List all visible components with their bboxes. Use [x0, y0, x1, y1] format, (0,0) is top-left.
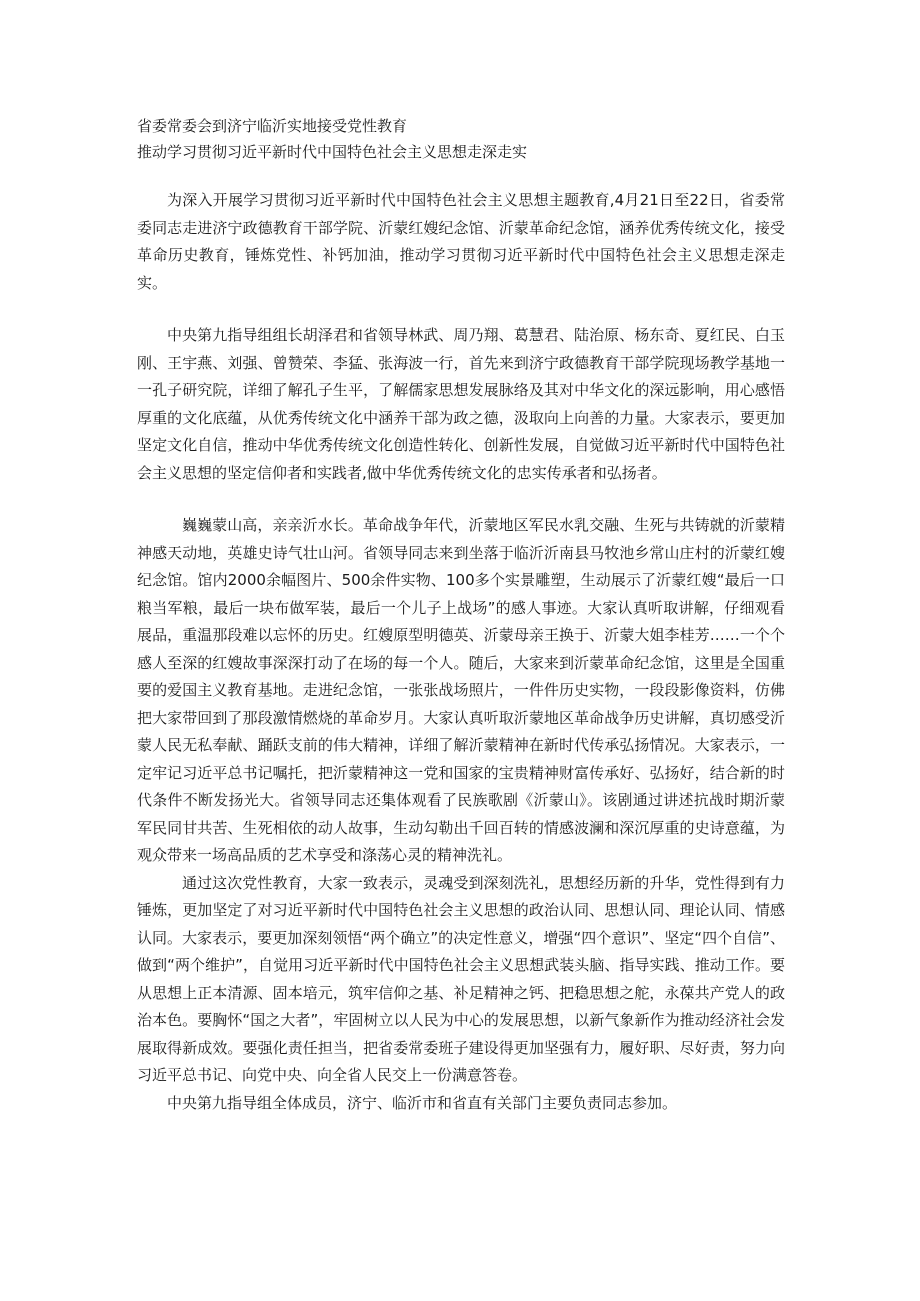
paragraph-attendees: 中央第九指导组全体成员，济宁、临沂市和省直有关部门主要负责同志参加。	[167, 1093, 678, 1112]
paragraph-confucius-institute: 中央第九指导组组长胡泽君和省领导林武、周乃翔、葛慧君、陆治原、杨东奇、夏红民、白玉刚、王宇燕、刘强、曾赞荣、李猛、张海波一行，首先来到济宁政德教育干部学院现场教学基地一一孔子研究院，详细了解孔子生平，了解儒家思想发展脉络及其对中华文化的深远影响，用心感悟厚重的文化底蕴，从优秀传统文化中涵养干部为政之德，汲取向上向善的力量。大家表示，要更加坚定文化自信，推动中华优秀传统文化创造性转化、创新性发展，自觉做习近平新时代中国特色社会主义思想的坚定信仰者和实践者,做中华优秀传统文化的忠实传承者和弘扬者。	[137, 326, 785, 482]
document-page	[137, 113, 785, 1117]
paragraph-yimeng-memorial: 巍巍蒙山高，亲亲沂水长。革命战争年代，沂蒙地区军民水乳交融、生死与共铸就的沂蒙精神感天动地，英雄史诗气壮山河。省领导同志来到坐落于临沂沂南县马牧池乡常山庄村的沂蒙红嫂纪念馆。馆内2000余幅图片、500余件实物、100多个实景雕塑，生动展示了沂蒙红嫂“最后一口粮当军粮，最后一块布做军装，最后一个儿子上战场”的感人事迹。大家认真听取讲解，仔细观看展品，重温那段难以忘怀的历史。红嫂原型明德英、沂蒙母亲王换于、沂蒙大姐李桂芳……一个个感人至深的红嫂故事深深打动了在场的每一个人。随后，大家来到沂蒙革命纪念馆，这里是全国重要的爱国主义教育基地。走进纪念馆，一张张战场照片，一件件历史实物，一段段影像资料，仿佛把大家带回到了那段激情燃烧的革命岁月。大家认真听取沂蒙地区革命战争历史讲解，真切感受沂蒙人民无私奉献、踊跃支前的伟大精神，详细了解沂蒙精神在新时代传承弘扬情况。大家表示，一定牢记习近平总书记嘱托，把沂蒙精神这一党和国家的宝贵精神财富传承好、弘扬好，结合新的时代条件不断发扬光大。省领导同志还集体观看了民族歌剧《沂蒙山》。该剧通过讲述抗战时期沂蒙军民同甘共苦、生死相依的动人故事，生动勾勒出千回百转的情感波澜和深沉厚重的史诗意蕴，为观众带来一场高品质的艺术享受和涤荡心灵的精神洗礼。	[137, 516, 785, 864]
document-title-line1: 省委常委会到济宁临沂实地接受党性教育	[137, 117, 408, 135]
document-title-line2: 推动学习贯彻习近平新时代中国特色社会主义思想走深走实	[137, 143, 528, 161]
paragraph-reflection: 通过这次党性教育，大家一致表示，灵魂受到深刻洗礼，思想经历新的升华，党性得到有力锤炼，更加坚定了对习近平新时代中国特色社会主义思想的政治认同、思想认同、理论认同、情感认同。大家表示，要更加深刻领悟“两个确立”的决定性意义，增强“四个意识”、坚定“四个自信”、做到“两个维护”，自觉用习近平新时代中国特色社会主义思想武装头脑、指导实践、推动工作。要从思想上正本清源、固本培元，筑牢信仰之基、补足精神之钙、把稳思想之舵，永葆共产党人的政治本色。要胸怀“国之大者”，牢固树立以人民为中心的发展思想，以新气象新作为推动经济社会发展取得新成效。要强化责任担当，把省委常委班子建设得更加坚强有力，履好职、尽好责，努力向习近平总书记、向党中央、向全省人民交上一份满意答卷。	[137, 873, 785, 1084]
paragraph-intro: 为深入开展学习贯彻习近平新时代中国特色社会主义思想主题教育,4月21日至22日，省委常委同志走进济宁政德教育干部学院、沂蒙红嫂纪念馆、沂蒙革命纪念馆，涵养优秀传统文化，接受革命历史教育，锤炼党性、补钙加油，推动学习贯彻习近平新时代中国特色社会主义思想走深走实。	[137, 191, 785, 292]
